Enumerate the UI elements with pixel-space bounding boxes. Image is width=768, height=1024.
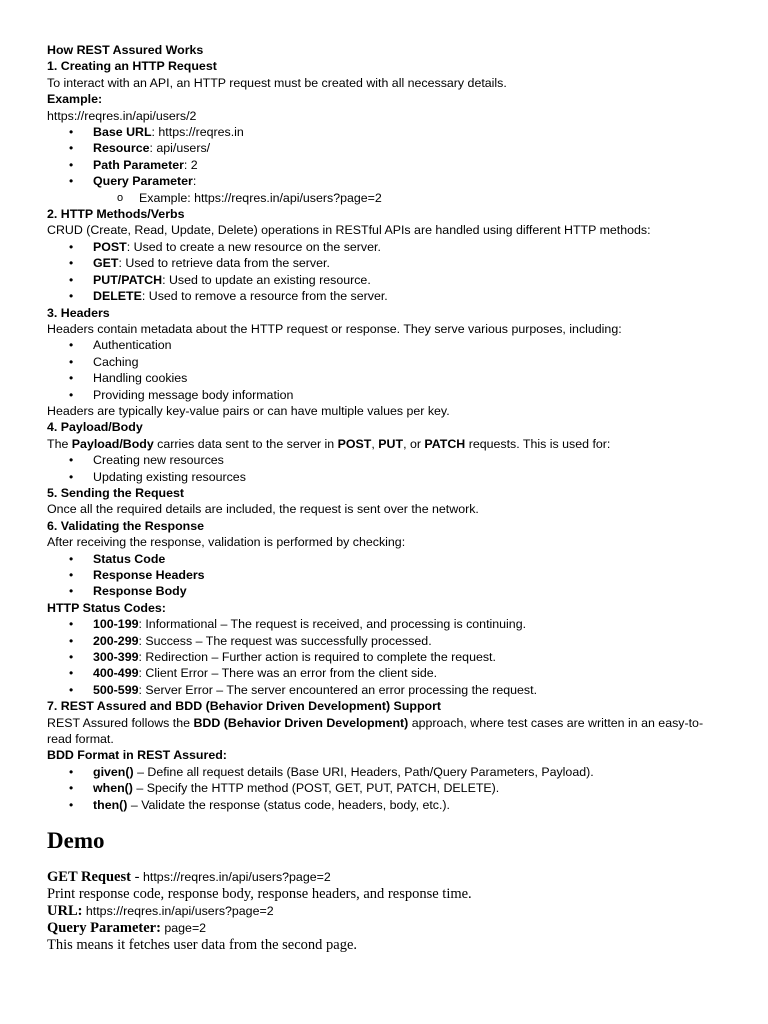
section-1-intro: To interact with an API, an HTTP request must be created with all necessary details. xyxy=(47,75,507,90)
print-instruction: Print response code, response body, response headers, and response time. xyxy=(47,886,472,903)
query-parameter-line: Query Parameter: page=2 xyxy=(47,920,207,937)
get-request-line: GET Request - https://reqres.in/api/users?page=2 xyxy=(47,869,331,886)
list-item: • Query Parameter: xyxy=(47,173,727,189)
list-item: • Handling cookies xyxy=(47,370,727,386)
status-codes-list xyxy=(47,616,727,698)
list-item: • 500-599: Server Error – The server encountered an error processing the request. xyxy=(47,682,727,698)
list-item: • 400-499: Client Error – There was an error from the client side. xyxy=(47,665,727,681)
list-item: • 300-399: Redirection – Further action is required to complete the request. xyxy=(47,649,727,665)
list-item: • Path Parameter: 2 xyxy=(47,157,727,173)
sub-list-item: o Example: https://reqres.in/api/users?page=2 xyxy=(47,190,727,206)
bdd-format-heading: BDD Format in REST Assured: xyxy=(47,748,227,763)
section-7-intro: REST Assured follows the BDD (Behavior Driven Development) approach, where test cases are written in an easy-to-read format. xyxy=(47,715,704,747)
list-item: • Response Body xyxy=(47,583,727,599)
list-item: • Resource: api/users/ xyxy=(47,140,727,156)
list-item: • Status Code xyxy=(47,551,727,567)
document-page xyxy=(47,42,727,954)
meaning-line: This means it fetches user data from the second page. xyxy=(47,937,358,954)
list-item: • when() – Specify the HTTP method (POST, GET, PUT, PATCH, DELETE). xyxy=(47,780,727,796)
list-item: • POST: Used to create a new resource on the server. xyxy=(47,239,727,255)
list-item: • Base URL: https://reqres.in xyxy=(47,124,727,140)
url-line: URL: https://reqres.in/api/users?page=2 xyxy=(47,903,274,920)
http-methods-list xyxy=(47,239,727,305)
list-item: • 100-199: Informational – The request is received, and processing is continuing. xyxy=(47,616,727,632)
get-request-url: https://reqres.in/api/users?page=2 xyxy=(143,870,331,885)
section-2-intro: CRUD (Create, Read, Update, Delete) operations in RESTful APIs are handled using different HTTP methods: xyxy=(47,223,651,238)
payload-uses-list xyxy=(47,452,727,485)
section-7-heading: 7. REST Assured and BDD (Behavior Driven Development) Support xyxy=(47,699,442,714)
section-5-heading: 5. Sending the Request xyxy=(47,485,185,500)
section-6-heading: 6. Validating the Response xyxy=(47,518,204,533)
demo-title: Demo xyxy=(47,828,105,854)
section-4-heading: 4. Payload/Body xyxy=(47,420,143,435)
section-3-outro: Headers are typically key-value pairs or can have multiple values per key. xyxy=(47,403,450,418)
list-item: • Providing message body information xyxy=(47,387,727,403)
status-codes-heading: HTTP Status Codes: xyxy=(47,600,166,615)
example-label: Example: xyxy=(47,92,103,107)
section-3-heading: 3. Headers xyxy=(47,305,110,320)
list-item: • 200-299: Success – The request was successfully processed. xyxy=(47,633,727,649)
section-3-intro: Headers contain metadata about the HTTP request or response. They serve various purposes, including: xyxy=(47,321,622,336)
list-item: • Creating new resources xyxy=(47,452,727,468)
section-5-text: Once all the required details are included, the request is sent over the network. xyxy=(47,502,479,517)
bdd-format-list xyxy=(47,764,727,813)
list-item: • Authentication xyxy=(47,337,727,353)
list-item: • then() – Validate the response (status code, headers, body, etc.). xyxy=(47,797,727,813)
section-6-intro: After receiving the response, validation is performed by checking: xyxy=(47,535,406,550)
list-item: • PUT/PATCH: Used to update an existing resource. xyxy=(47,272,727,288)
section-1-heading: 1. Creating an HTTP Request xyxy=(47,59,217,74)
list-item: • Updating existing resources xyxy=(47,469,727,485)
document-title: How REST Assured Works xyxy=(47,43,204,57)
list-item: • Response Headers xyxy=(47,567,727,583)
list-item: • DELETE: Used to remove a resource from the server. xyxy=(47,288,727,304)
validation-list xyxy=(47,551,727,600)
example-url: https://reqres.in/api/users/2 xyxy=(47,108,197,123)
request-parts-list xyxy=(47,124,727,206)
headers-purpose-list xyxy=(47,337,727,403)
list-item: • GET: Used to retrieve data from the server. xyxy=(47,255,727,271)
demo-section xyxy=(47,827,727,954)
list-item: • given() – Define all request details (Base URI, Headers, Path/Query Parameters, Payload). xyxy=(47,764,727,780)
list-item: • Caching xyxy=(47,354,727,370)
section-4-intro: The Payload/Body carries data sent to the server in POST, PUT, or PATCH requests. This is used for: xyxy=(47,436,611,451)
section-2-heading: 2. HTTP Methods/Verbs xyxy=(47,207,185,222)
